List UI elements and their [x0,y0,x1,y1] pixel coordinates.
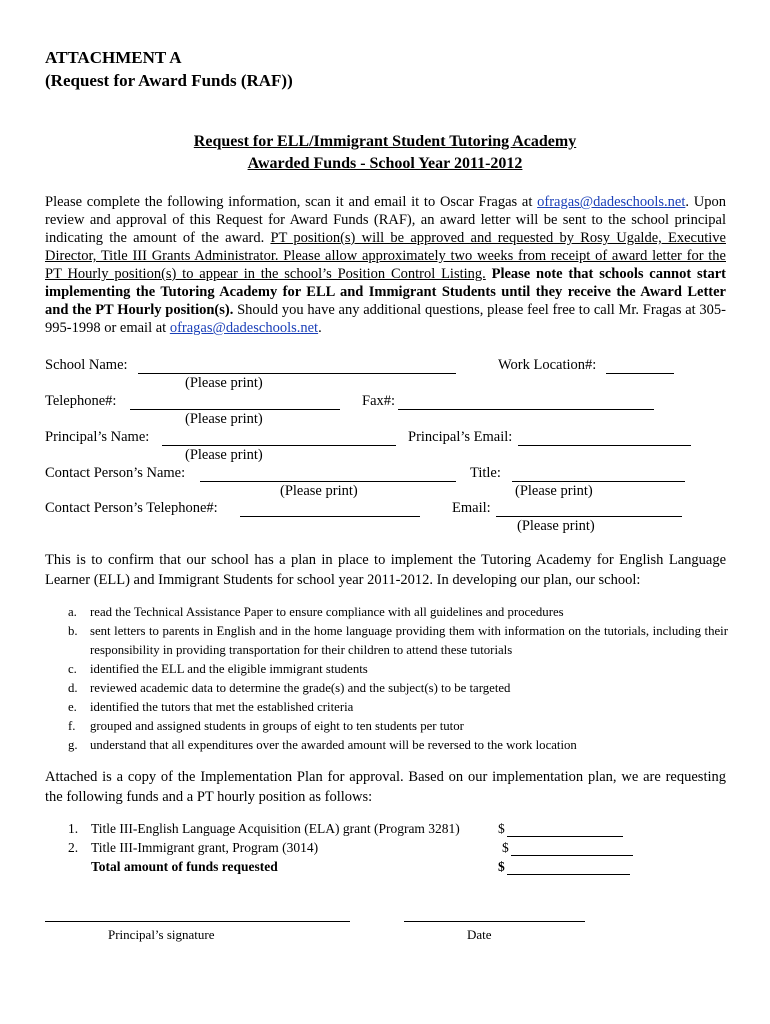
principal-email-label: Principal’s Email: [408,429,513,445]
document-title-line2: Awarded Funds - School Year 2011-2012 [247,155,523,172]
telephone-field[interactable] [130,409,340,410]
intro-text-1: Please complete the following information, scan it and email it to Oscar Fragas at [45,194,538,210]
principal-name-label: Principal’s Name: [45,429,150,445]
fund-dollar: $ [498,821,505,836]
fund-amount-field[interactable] [507,836,623,837]
email-label: Email: [452,500,491,516]
intro-paragraph [45,193,726,337]
contact-name-field[interactable] [200,481,456,482]
fund-dollar: $ [502,840,509,855]
attachment-subtitle: (Request for Award Funds (RAF)) [45,71,293,90]
contact-name-label: Contact Person’s Name: [45,465,186,481]
work-location-field[interactable] [606,373,674,374]
list-marker: e. [68,700,77,714]
list-item [68,622,728,660]
fund-label: Title III-Immigrant grant, Program (3014) [91,840,319,855]
fax-field[interactable] [398,409,654,410]
please-print-hint: (Please print) [517,518,595,534]
list-item-text: sent letters to parents in English and in the home language providing them with information on the tutorials, including their responsibility in providing transportation for their children to attend these tutorials [90,624,728,657]
list-item [68,698,728,717]
principal-signature-line[interactable] [45,921,350,922]
title-field[interactable] [512,481,685,482]
email-field[interactable] [496,516,682,517]
list-marker: a. [68,605,77,619]
list-marker: c. [68,662,77,676]
fund-label: Title III-English Language Acquisition (ELA) grant (Program 3281) [91,821,460,836]
please-print-hint: (Please print) [185,375,263,391]
date-line[interactable] [404,921,585,922]
telephone-label: Telephone#: [45,393,117,409]
school-name-label: School Name: [45,357,128,373]
attachment-heading: ATTACHMENT A [45,48,182,67]
total-dollar: $ [498,859,505,874]
list-marker: b. [68,624,78,638]
document-title-line1: Request for ELL/Immigrant Student Tutoring Academy [193,133,577,150]
list-item [68,679,728,698]
school-name-field[interactable] [138,373,456,374]
list-item-text: read the Technical Assistance Paper to ensure compliance with all guidelines and procedures [90,605,564,619]
list-item-text: reviewed academic data to determine the grade(s) and the subject(s) to be targeted [90,681,511,695]
intro-text-2: . Upon review and approval of this Request for Award Funds (RAF), an award letter will be sent to the school principal indicating the amount of the award. [45,194,726,246]
principal-email-field[interactable] [518,445,691,446]
email-link-2[interactable]: ofragas@dadeschools.net [169,320,319,336]
contact-phone-field[interactable] [240,516,420,517]
title-label: Title: [470,465,501,481]
work-location-label: Work Location#: [498,357,597,373]
intro-bold-notice: Please note that schools cannot start implementing the Tutoring Academy for ELL and Immigrant Students until they receive the Award Letter and the PT Hourly position(s). [45,266,726,318]
fund-number: 1. [68,821,79,836]
fund-amount-field[interactable] [511,855,633,856]
contact-phone-label: Contact Person’s Telephone#: [45,500,218,516]
checklist [68,603,728,755]
please-print-hint: (Please print) [185,411,263,427]
fax-label: Fax#: [362,393,396,409]
total-amount-field[interactable] [507,874,630,875]
list-item [68,717,728,736]
please-print-hint: (Please print) [515,483,593,499]
date-label: Date [467,927,492,942]
list-item-text: grouped and assigned students in groups of eight to ten students per tutor [90,719,464,733]
intro-text-3: Should you have any additional questions, please feel free to call Mr. Fragas at 305-995-1998 or email at [45,302,726,336]
please-print-hint: (Please print) [185,447,263,463]
intro-underlined-text: PT position(s) will be approved and requested by Rosy Ugalde, Executive Director, Title III Grants Administrator. Please allow approximately two weeks from receipt of award letter for the PT Hourly position(s) to appear in the school’s Position Control Listing. [45,230,726,282]
email-link-1[interactable]: ofragas@dadeschools.net [537,194,686,210]
list-item [68,736,728,755]
intro-text-4: . [318,320,322,336]
list-item [68,603,728,622]
please-print-hint: (Please print) [280,483,358,499]
list-marker: f. [68,719,76,733]
list-marker: g. [68,738,78,752]
list-item [68,660,728,679]
list-item-text: understand that all expenditures over the awarded amount will be reversed to the work location [90,738,577,752]
principal-name-field[interactable] [162,445,396,446]
principal-signature-label: Principal’s signature [108,927,215,942]
attached-paragraph: Attached is a copy of the Implementation Plan for approval. Based on our implementation plan, we are requesting the following funds and a PT hourly position as follows: [45,769,726,805]
list-marker: d. [68,681,78,695]
confirmation-paragraph: This is to confirm that our school has a plan in place to implement the Tutoring Academy for English Language Learner (ELL) and Immigrant Students for school year 2011-2012. In developing our plan, our school: [45,552,726,588]
list-item-text: identified the tutors that met the established criteria [90,700,354,714]
list-item-text: identified the ELL and the eligible immigrant students [90,662,368,676]
fund-number: 2. [68,840,79,855]
total-label: Total amount of funds requested [91,859,278,874]
